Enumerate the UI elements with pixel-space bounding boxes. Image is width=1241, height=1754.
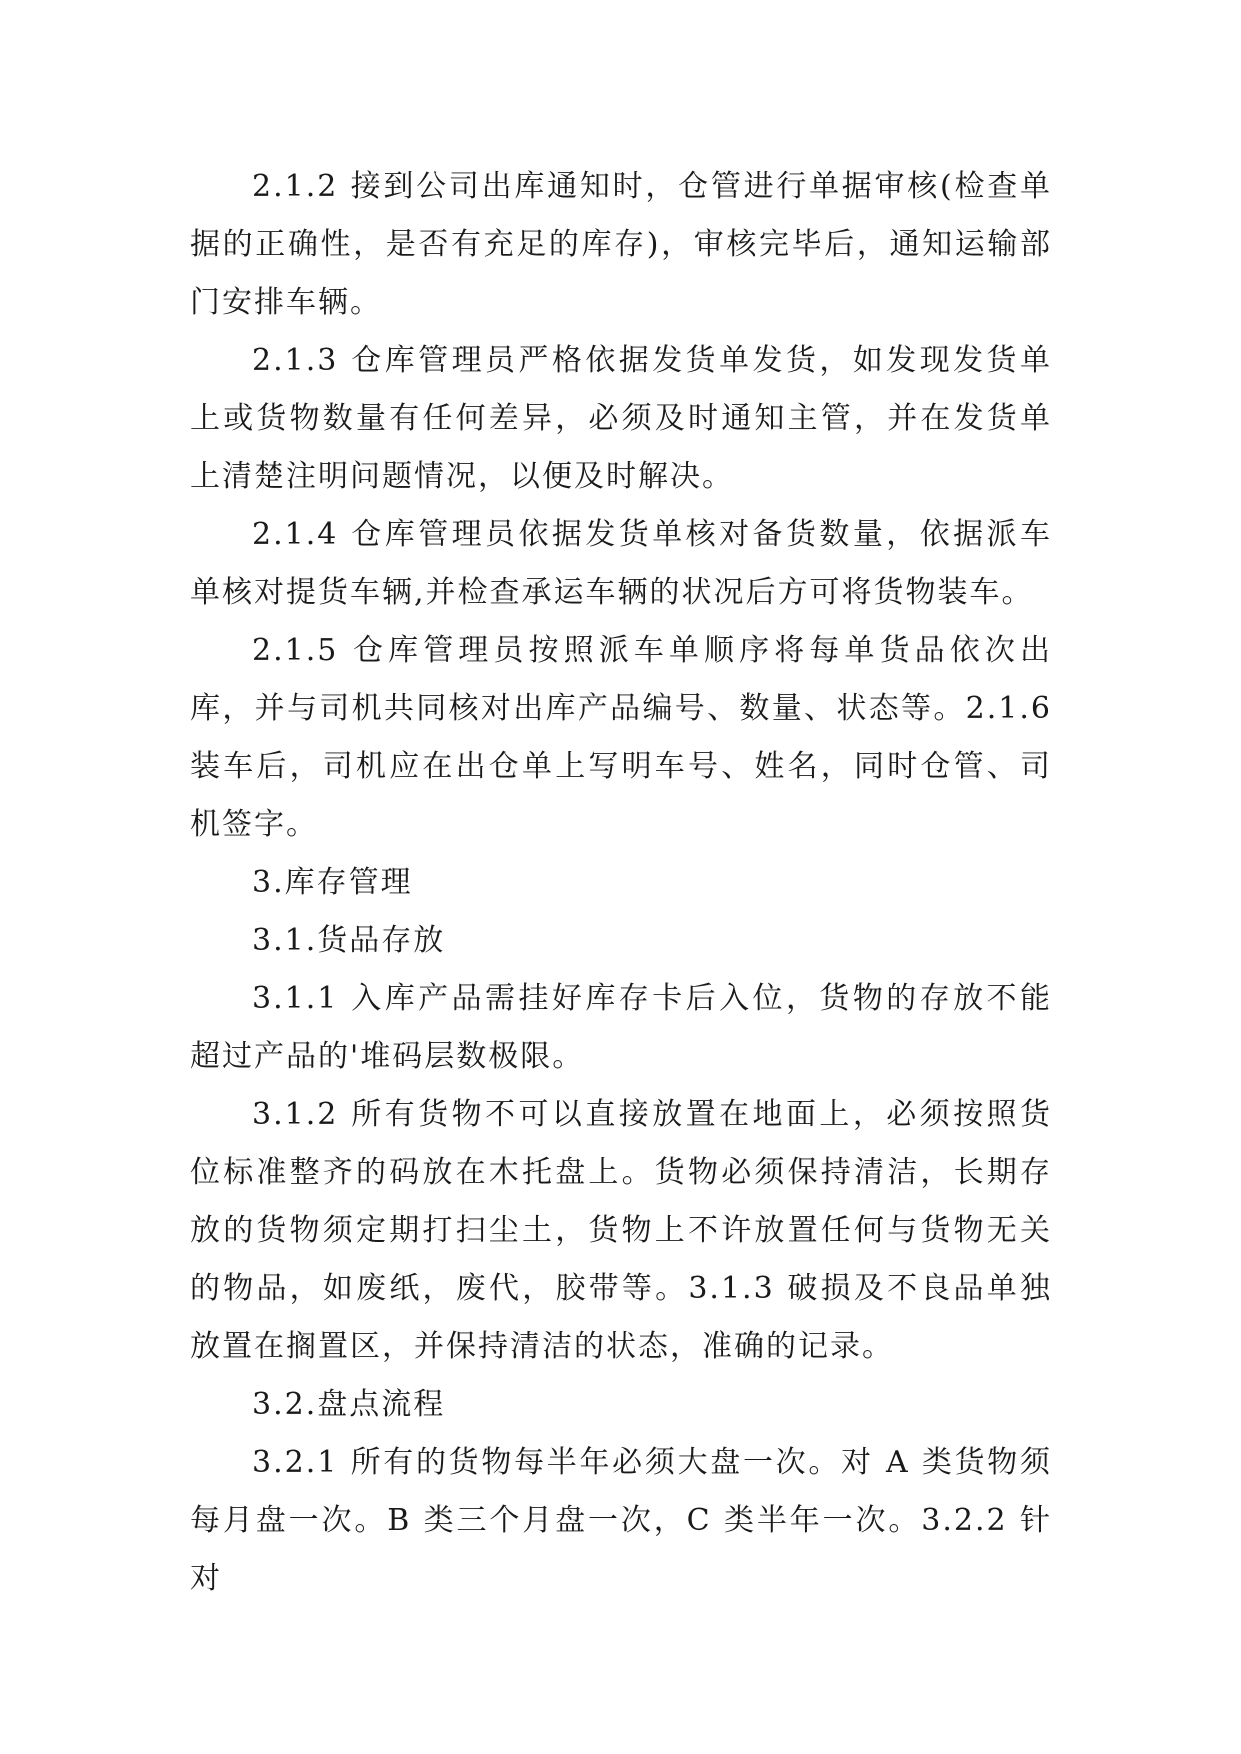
paragraph-2-1-4: 2.1.4 仓库管理员依据发货单核对备货数量，依据派车单核对提货车辆,并检查承运车辆的状况后方可将货物装车。: [190, 517, 1052, 610]
paragraph-2-1-3: 2.1.3 仓库管理员严格依据发货单发货，如发现发货单上或货物数量有任何差异，必须及时通知主管，并在发货单上清楚注明问题情况，以便及时解决。: [190, 343, 1052, 494]
paragraph-3-1-1: 3.1.1 入库产品需挂好库存卡后入位，货物的存放不能超过产品的'堆码层数极限。: [190, 981, 1052, 1074]
heading-3-1-goods-storage: 3.1.货品存放: [252, 923, 446, 958]
paragraph-3-2-1: 3.2.1 所有的货物每半年必须大盘一次。对 A 类货物须每月盘一次。B 类三个月盘一次，C 类半年一次。3.2.2 针对: [190, 1445, 1052, 1596]
heading-3-inventory-management: 3.库存管理: [252, 865, 413, 900]
paragraph-3-1-2: 3.1.2 所有货物不可以直接放置在地面上，必须按照货位标准整齐的码放在木托盘上。货物必须保持清洁，长期存放的货物须定期打扫尘土，货物上不许放置任何与货物无关的物品，如废纸，废代，胶带等。3.1.3 破损及不良品单独放置在搁置区，并保持清洁的状态，准确的记录。: [190, 1097, 1052, 1364]
document-page: [190, 158, 1052, 1608]
paragraph-2-1-2: 2.1.2 接到公司出库通知时，仓管进行单据审核(检查单据的正确性，是否有充足的库存)，审核完毕后，通知运输部门安排车辆。: [190, 169, 1052, 320]
paragraph-2-1-5: 2.1.5 仓库管理员按照派车单顺序将每单货品依次出库，并与司机共同核对出库产品编号、数量、状态等。2.1.6 装车后，司机应在出仓单上写明车号、姓名，同时仓管、司机签字。: [190, 633, 1052, 842]
heading-3-2-inventory-process: 3.2.盘点流程: [252, 1387, 446, 1422]
